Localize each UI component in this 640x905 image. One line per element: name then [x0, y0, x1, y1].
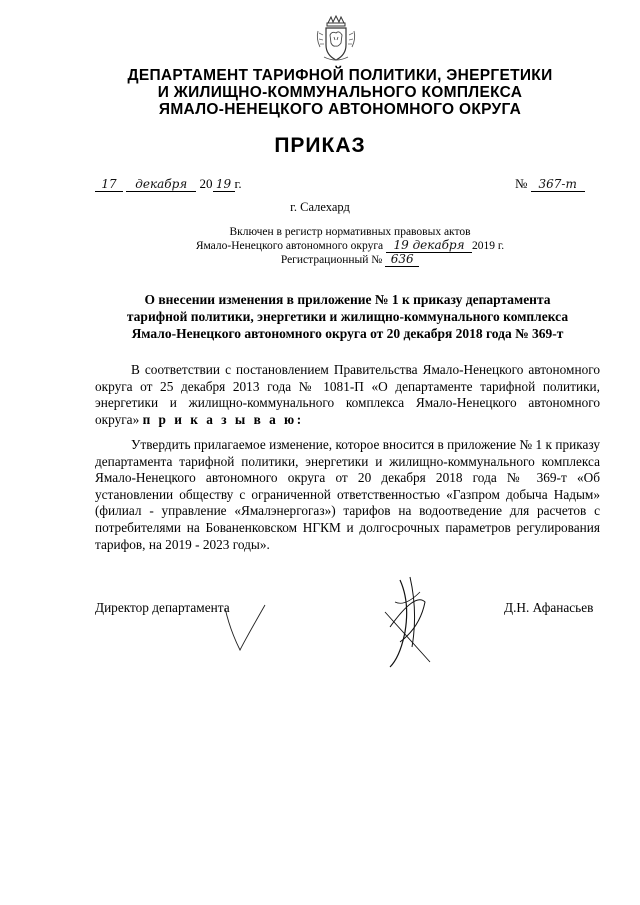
registry-line-2	[180, 239, 520, 253]
registry-stamp	[180, 226, 520, 267]
registry-line-3	[180, 253, 520, 267]
date-day: 17	[95, 177, 123, 192]
number-label: №	[515, 176, 528, 191]
body-paragraph-1	[95, 362, 600, 428]
org-line-2: И ЖИЛИЩНО-КОММУНАЛЬНОГО КОМПЛЕКСА	[157, 84, 523, 101]
date-month: декабря	[126, 177, 196, 192]
registry-line-1: Включен в регистр нормативных правовых актов	[229, 226, 471, 238]
title-line-1: О внесении изменения в приложение № 1 к приказу департамента	[144, 292, 551, 307]
date-year-suffix: 19	[213, 177, 235, 192]
registry-number: 636	[385, 253, 419, 267]
registry-year: 2019 г.	[472, 240, 505, 252]
org-line-3: ЯМАЛО-НЕНЕЦКОГО АВТОНОМНОГО ОКРУГА	[158, 101, 522, 118]
org-line-1: ДЕПАРТАМЕНТ ТАРИФНОЙ ПОЛИТИКИ, ЭНЕРГЕТИКИ	[127, 67, 553, 84]
paragraph-2-text: Утвердить прилагаемое изменение, которое вносится в приложение № 1 к приказу департамента тарифной политики, энергетики и жилищно-коммунального комплекса Ямало-Ненецкого автономного округа от 20 декабря 2018 года № 369-т «Об установлении обществу с ограниченной ответственностью «Газпром добыча Надым» (филиал - управление «Ямалэнергогаз») тарифов на водоотведение для расчетов с потребителями на Бованенковском НГКМ и долгосрочных параметров регулирования тарифов, на 2019 - 2023 годы».	[95, 437, 600, 552]
title-line-2: тарифной политики, энергетики и жилищно-коммунального комплекса	[126, 309, 569, 324]
date-year-prefix: 20	[199, 176, 213, 191]
approval-mark-icon	[220, 600, 270, 660]
body-paragraph-2	[95, 437, 600, 553]
city: г. Салехард	[290, 200, 350, 214]
document-type: ПРИКАЗ	[274, 134, 366, 157]
signatory-position: Директор департамента	[95, 600, 230, 615]
registry-date: 19 декабря	[386, 239, 472, 253]
signatory-name: Д.Н. Афанасьев	[504, 600, 594, 615]
document-number	[515, 176, 585, 192]
organization-name	[80, 67, 600, 118]
order-word: п р и к а з ы в а ю:	[142, 411, 304, 427]
title-line-3: Ямало-Ненецкого автономного округа от 20 декабря 2018 года № 369-т	[131, 326, 564, 341]
registry-number-label: Регистрационный №	[280, 254, 383, 266]
document-title	[95, 291, 600, 342]
paragraph-1-text: В соответствии с постановлением Правительства Ямало-Ненецкого автономного округа от 25 декабря 2013 года № 1081-П «О департаменте тарифной политики, энергетики и жилищно-коммунального комплекса Ямало-Ненецкого автономного округа»	[95, 362, 600, 427]
document-date	[95, 176, 242, 192]
number-value: 367-т	[531, 177, 585, 192]
date-year-unit: г.	[234, 176, 242, 191]
signature-icon	[370, 572, 460, 672]
registry-region: Ямало-Ненецкого автономного округа	[195, 240, 384, 252]
coat-of-arms-icon	[314, 13, 358, 65]
